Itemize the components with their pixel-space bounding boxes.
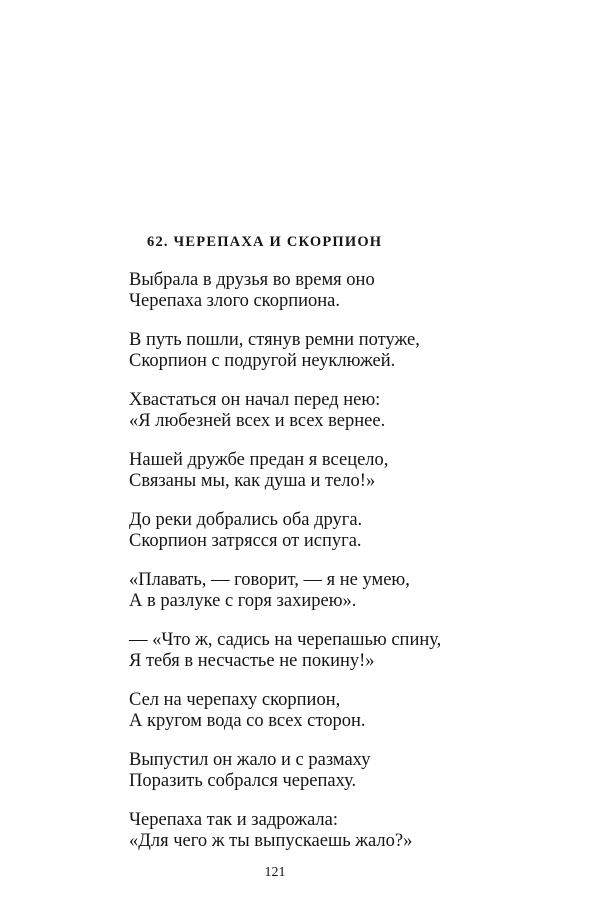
poem-line: Выпустил он жало и с размаху	[129, 750, 371, 770]
stanza	[129, 390, 441, 432]
poem-line: До реки добрались оба друга.	[129, 510, 363, 530]
stanza	[129, 570, 441, 612]
poem-line: А в разлуке с горя захирею».	[129, 591, 357, 611]
stanza	[129, 690, 441, 732]
stanza	[129, 510, 441, 552]
stanza	[129, 810, 441, 852]
poem-line: Черепаха так и задрожала:	[129, 810, 339, 830]
stanza	[129, 450, 441, 492]
poem-line: «Я любезней всех и всех вернее.	[129, 411, 386, 431]
stanza	[129, 330, 441, 372]
poem-line: Скорпион с подругой неуклюжей.	[129, 351, 396, 371]
poem-line: Черепаха злого скорпиона.	[129, 291, 340, 311]
poem-line: В путь пошли, стянув ремни потуже,	[129, 330, 420, 350]
poem-line: Я тебя в несчастье не покину!»	[129, 651, 375, 671]
poem-body	[129, 270, 441, 870]
poem-line: Нашей дружбе предан я всецело,	[129, 450, 389, 470]
poem-line: «Плавать, — говорит, — я не умею,	[129, 570, 410, 590]
page-number: 121	[264, 865, 286, 880]
poem-line: — «Что ж, садись на черепашью спину,	[129, 630, 442, 650]
poem-title: 62. ЧЕРЕПАХА И СКОРПИОН	[147, 234, 383, 250]
stanza	[129, 270, 441, 312]
stanza	[129, 630, 441, 672]
poem-line: А кругом вода со всех сторон.	[129, 711, 366, 731]
poem-line: Выбрала в друзья во время оно	[129, 270, 375, 290]
poem-line: Скорпион затрясся от испуга.	[129, 531, 362, 551]
poem-line: Связаны мы, как душа и тело!»	[129, 471, 376, 491]
poem-line: Хвастаться он начал перед нею:	[129, 390, 381, 410]
poem-line: «Для чего ж ты выпускаешь жало?»	[129, 831, 413, 851]
poem-line: Сел на черепаху скорпион,	[129, 690, 341, 710]
poem-line: Поразить собрался черепаху.	[129, 771, 357, 791]
stanza	[129, 750, 441, 792]
